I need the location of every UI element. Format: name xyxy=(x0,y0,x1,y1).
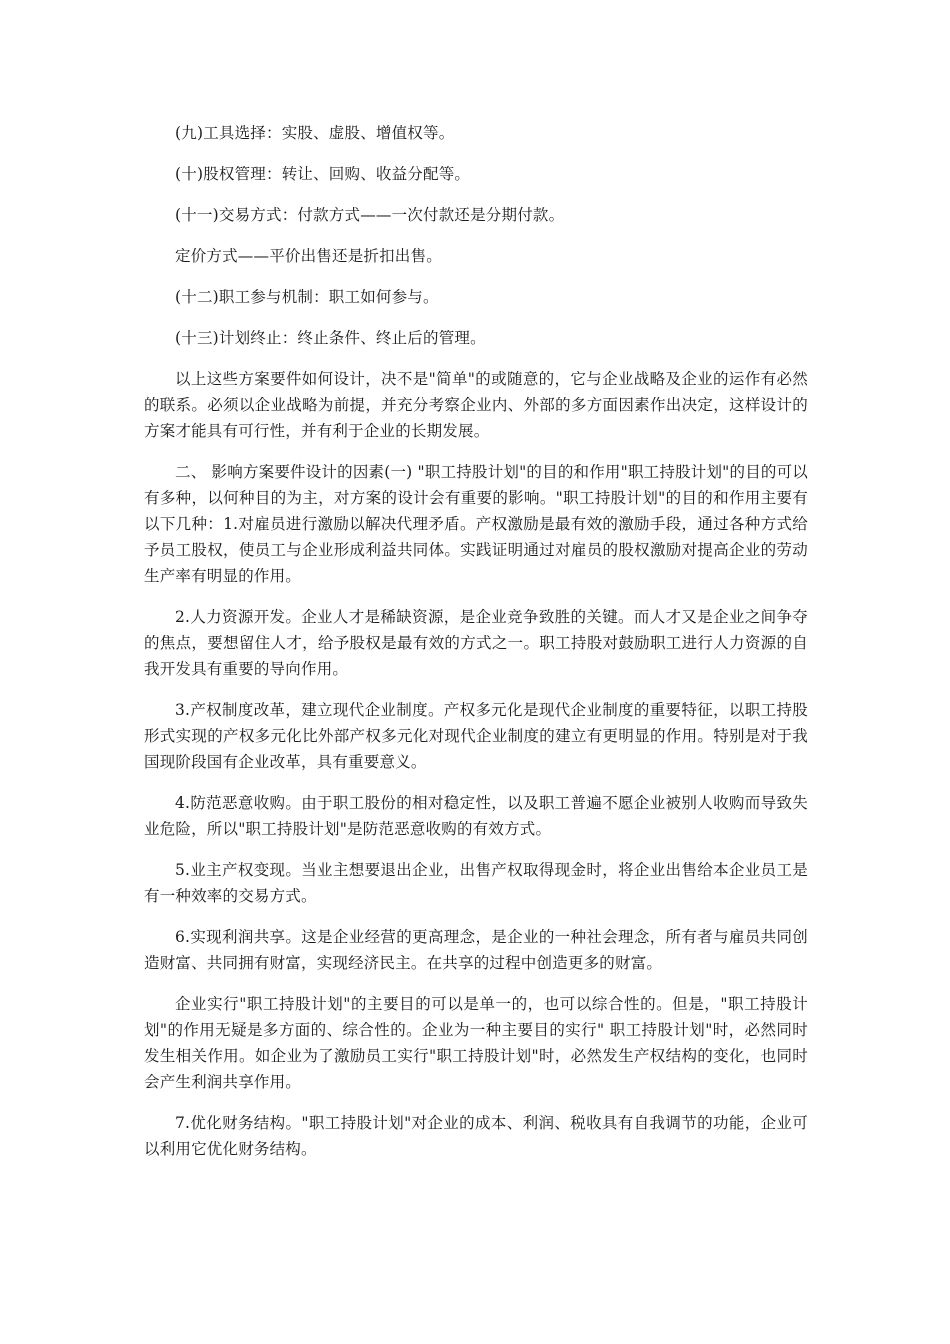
paragraph-tool-selection: (九)工具选择：实股、虚股、增值权等。 xyxy=(175,124,455,142)
paragraph-hostile-takeover: 4.防范恶意收购。由于职工股份的相对稳定性，以及职工普遍不愿企业被别人收购而导致失业危险，所以"职工持股计划"是防范恶意收购的有效方式。 xyxy=(144,794,808,838)
paragraph-profit-sharing: 6.实现利润共享。这是企业经营的更高理念，是企业的一种社会理念，所有者与雇员共同创造财富、共同拥有财富，实现经济民主。在共享的过程中创造更多的财富。 xyxy=(144,928,808,972)
paragraph-owner-exit: 5.业主产权变现。当业主想要退出企业，出售产权取得现金时，将企业出售给本企业员工是有一种效率的交易方式。 xyxy=(144,861,808,905)
paragraph-pricing-method: 定价方式——平价出售还是折扣出售。 xyxy=(175,247,442,265)
paragraph-combined-purposes: 企业实行"职工持股计划"的主要目的可以是单一的，也可以综合性的。但是，"职工持股计划"的作用无疑是多方面的、综合性的。企业为一种主要目的实行" 职工持股计划"时，必然同时发生相关作用。如企业为了激励员工实行"职工持股计划"时，必然发生产权结构的变化，也同时会产生利润共享作用。 xyxy=(144,995,808,1091)
paragraph-equity-management: (十)股权管理：转让、回购、收益分配等。 xyxy=(175,165,471,183)
paragraph-section-two: 二、 影响方案要件设计的因素(一) "职工持股计划"的目的和作用"职工持股计划"的目的可以有多种，以何种目的为主，对方案的设计会有重要的影响。"职工持股计划"的目的和作用主要有以下几种：1.对雇员进行激励以解决代理矛盾。产权激励是最有效的激励手段，通过各种方式给予员工股权，使员工与企业形成利益共同体。实践证明通过对雇员的股权激励对提高企业的劳动生产率有明显的作用。 xyxy=(144,463,808,585)
document-page xyxy=(144,120,808,1177)
paragraph-termination: (十三)计划终止：终止条件、终止后的管理。 xyxy=(175,329,486,347)
paragraph-participation: (十二)职工参与机制：职工如何参与。 xyxy=(175,288,439,306)
paragraph-financial-structure: 7.优化财务结构。"职工持股计划"对企业的成本、利润、税收具有自我调节的功能，企业可以利用它优化财务结构。 xyxy=(144,1114,808,1158)
paragraph-summary: 以上这些方案要件如何设计，决不是"简单"的或随意的，它与企业战略及企业的运作有必然的联系。必须以企业战略为前提，并充分考察企业内、外部的多方面因素作出决定，这样设计的方案才能具有可行性，并有利于企业的长期发展。 xyxy=(144,370,808,440)
paragraph-transaction-method: (十一)交易方式：付款方式——一次付款还是分期付款。 xyxy=(175,206,565,224)
paragraph-property-reform: 3.产权制度改革，建立现代企业制度。产权多元化是现代企业制度的重要特征，以职工持股形式实现的产权多元化比外部产权多元化对现代企业制度的建立有更明显的作用。特别是对于我国现阶段国有企业改革，具有重要意义。 xyxy=(144,701,808,771)
paragraph-hr-development: 2.人力资源开发。企业人才是稀缺资源，是企业竞争致胜的关键。而人才又是企业之间争夺的焦点，要想留住人才，给予股权是最有效的方式之一。职工持股对鼓励职工进行人力资源的自我开发具有重要的导向作用。 xyxy=(144,608,808,678)
